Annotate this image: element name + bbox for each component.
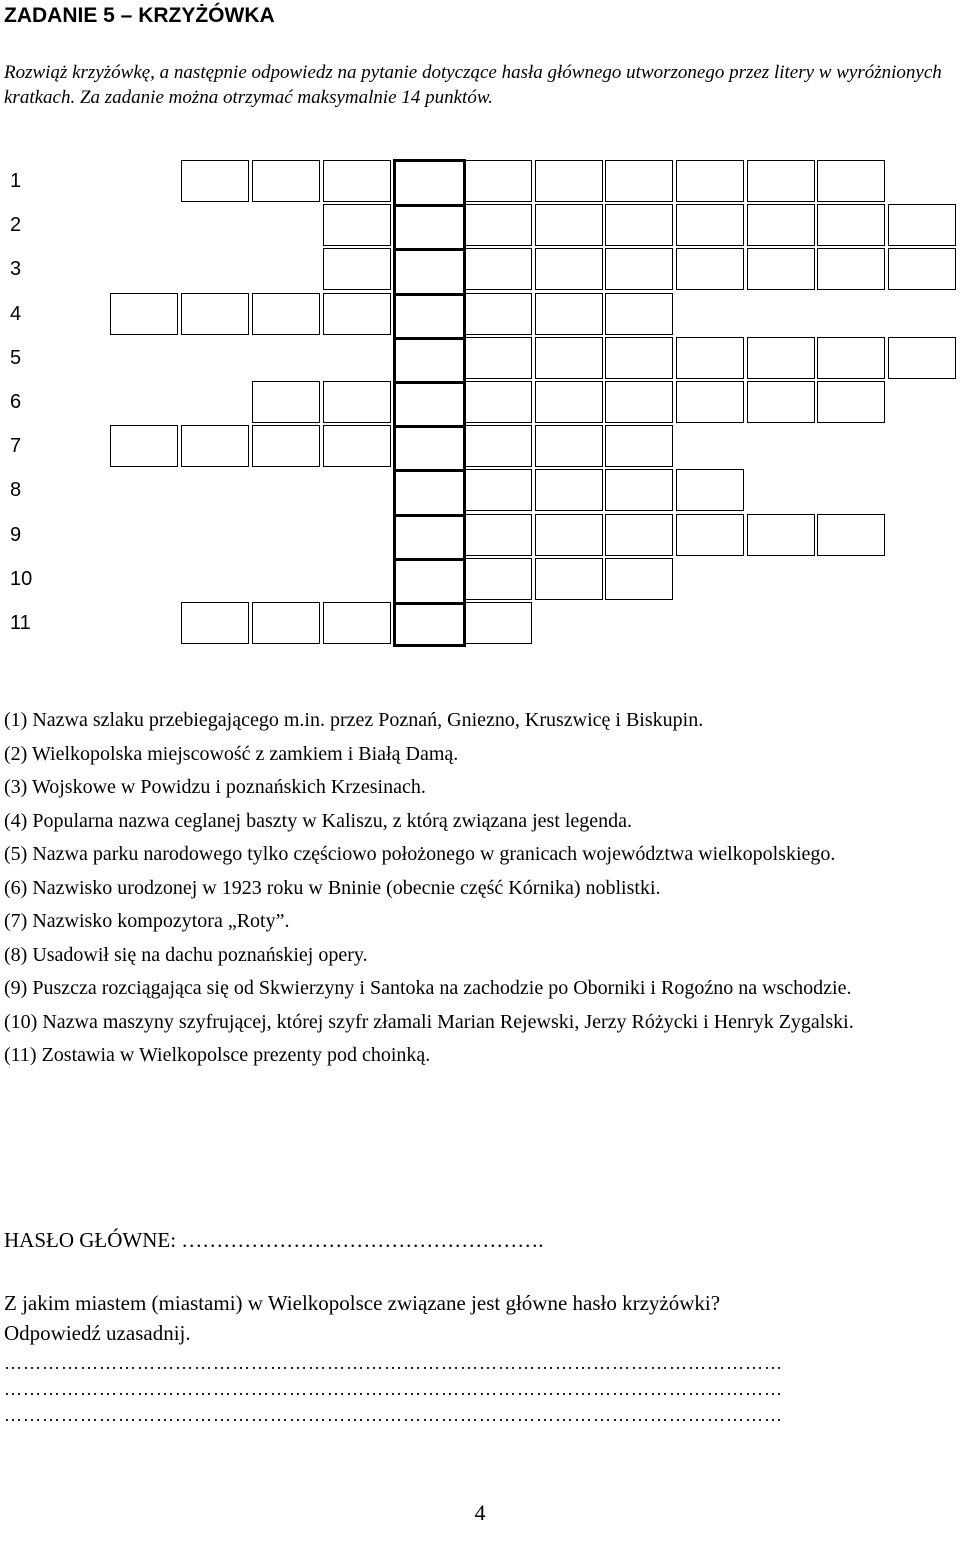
- answer-line-2[interactable]: ……………………………………………………………………………………………………………: [4, 1379, 783, 1399]
- crossword-cell[interactable]: [535, 204, 603, 246]
- crossword-cell[interactable]: [323, 602, 391, 644]
- crossword-cell[interactable]: [535, 558, 603, 600]
- clue-9: (9) Puszcza rozciągająca się od Skwierzyny i Santoka na zachodzie po Oborniki i Rogoźno na wschodzie.: [4, 977, 852, 999]
- crossword-cell[interactable]: [676, 160, 744, 202]
- answer-line-1[interactable]: ……………………………………………………………………………………………………………: [4, 1353, 783, 1373]
- clue-5: (5) Nazwa parku narodowego tylko częściowo położonego w granicach województwa wielkopolskiego.: [4, 843, 836, 865]
- crossword-cell[interactable]: [323, 293, 391, 335]
- crossword-cell[interactable]: [747, 160, 815, 202]
- crossword-cell[interactable]: [676, 337, 744, 379]
- row-number-3: 3: [10, 258, 22, 281]
- row-number-10: 10: [10, 567, 33, 590]
- row-number-11: 11: [10, 612, 31, 634]
- crossword-cell[interactable]: [535, 293, 603, 335]
- clue-10: (10) Nazwa maszyny szyfrującej, której szyfr złamali Marian Rejewski, Jerzy Różycki i Henryk Zygalski.: [4, 1010, 854, 1033]
- clue-7: (7) Nazwisko kompozytora „Roty”.: [4, 910, 290, 932]
- crossword-cell[interactable]: [605, 469, 673, 511]
- question-block: [4, 1288, 954, 1348]
- highlighted-cell-divider: [396, 425, 463, 428]
- task-instruction: Rozwiąż krzyżówkę, a następnie odpowiedz na pytanie dotyczące hasła głównego utworzonego przez litery w wyróżnionych kratkach. Za zadanie można otrzymać maksymalnie 14 punktów.: [4, 62, 942, 108]
- crossword-cell[interactable]: [676, 381, 744, 423]
- clue-8: (8) Usadowił się na dachu poznańskiej opery.: [4, 943, 368, 966]
- task-title: ZADANIE 5 – KRZYŻÓWKA: [4, 4, 275, 27]
- crossword-cell[interactable]: [464, 514, 532, 556]
- answer-area[interactable]: [4, 1350, 954, 1428]
- crossword-cell[interactable]: [747, 381, 815, 423]
- highlighted-cell-divider: [396, 337, 463, 340]
- crossword-cell[interactable]: [605, 248, 673, 290]
- crossword-cell[interactable]: [676, 514, 744, 556]
- crossword-cell[interactable]: [605, 514, 673, 556]
- crossword-cell[interactable]: [252, 381, 320, 423]
- crossword-cell[interactable]: [464, 204, 532, 246]
- crossword-cell[interactable]: [817, 514, 885, 556]
- crossword-cell[interactable]: [181, 602, 249, 644]
- crossword-cell[interactable]: [323, 160, 391, 202]
- crossword-cell[interactable]: [535, 337, 603, 379]
- crossword-cell[interactable]: [817, 160, 885, 202]
- crossword-cell[interactable]: [605, 160, 673, 202]
- clue-6: (6) Nazwisko urodzonej w 1923 roku w Bninie (obecnie część Kórnika) noblistki.: [4, 876, 661, 899]
- highlighted-cell-divider: [396, 248, 463, 251]
- crossword-cell[interactable]: [464, 425, 532, 467]
- crossword-cell[interactable]: [817, 337, 885, 379]
- crossword-cell[interactable]: [676, 469, 744, 511]
- row-number-5: 5: [10, 346, 22, 369]
- highlighted-cell-divider: [396, 469, 463, 472]
- crossword-cell[interactable]: [535, 248, 603, 290]
- crossword-cell[interactable]: [181, 160, 249, 202]
- crossword-cell[interactable]: [817, 248, 885, 290]
- crossword-cell[interactable]: [464, 337, 532, 379]
- crossword-cell[interactable]: [605, 293, 673, 335]
- crossword-cell[interactable]: [605, 558, 673, 600]
- crossword-cell[interactable]: [535, 381, 603, 423]
- crossword-cell[interactable]: [747, 204, 815, 246]
- row-number-2: 2: [10, 214, 22, 237]
- highlighted-cell-divider: [396, 514, 463, 517]
- crossword-cell[interactable]: [817, 381, 885, 423]
- crossword-cell[interactable]: [252, 293, 320, 335]
- crossword-cell[interactable]: [888, 248, 956, 290]
- crossword-cell[interactable]: [252, 425, 320, 467]
- main-password-line: HASŁO GŁÓWNE: …………………………………………….: [4, 1228, 544, 1252]
- crossword-cell[interactable]: [747, 248, 815, 290]
- crossword-cell[interactable]: [181, 293, 249, 335]
- clue-3: (3) Wojskowe w Powidzu i poznańskich Krzesinach.: [4, 776, 426, 798]
- clues-list: [4, 704, 954, 1073]
- crossword-cell[interactable]: [676, 248, 744, 290]
- crossword-cell[interactable]: [888, 337, 956, 379]
- crossword-cell[interactable]: [464, 602, 532, 644]
- row-number-7: 7: [10, 435, 22, 458]
- crossword-cell[interactable]: [181, 425, 249, 467]
- highlighted-cell-divider: [396, 293, 463, 296]
- crossword-cell[interactable]: [464, 160, 532, 202]
- crossword-cell[interactable]: [605, 425, 673, 467]
- row-number-6: 6: [10, 391, 22, 413]
- crossword-cell[interactable]: [535, 160, 603, 202]
- crossword-cell[interactable]: [605, 381, 673, 423]
- crossword-cell[interactable]: [535, 514, 603, 556]
- crossword-cell[interactable]: [110, 425, 178, 467]
- clue-11: (11) Zostawia w Wielkopolsce prezenty pod choinką.: [4, 1044, 431, 1066]
- highlighted-cell-divider: [396, 204, 463, 207]
- question-text: Z jakim miastem (miastami) w Wielkopolsce związane jest główne hasło krzyżówki?: [4, 1291, 721, 1315]
- crossword-cell[interactable]: [110, 293, 178, 335]
- crossword-cell[interactable]: [817, 204, 885, 246]
- clue-4: (4) Popularna nazwa ceglanej baszty w Kaliszu, z którą związana jest legenda.: [4, 809, 633, 832]
- row-number-9: 9: [10, 523, 22, 546]
- crossword-cell[interactable]: [252, 160, 320, 202]
- crossword-cell[interactable]: [323, 204, 391, 246]
- crossword-cell[interactable]: [464, 469, 532, 511]
- row-number-8: 8: [10, 479, 22, 502]
- row-number-4: 4: [10, 302, 22, 325]
- crossword-cell[interactable]: [888, 204, 956, 246]
- crossword-cell[interactable]: [605, 337, 673, 379]
- page-number: 4: [474, 1500, 486, 1525]
- crossword-cell[interactable]: [747, 514, 815, 556]
- crossword-cell[interactable]: [464, 293, 532, 335]
- question-instruction: Odpowiedź uzasadnij.: [4, 1321, 191, 1345]
- highlighted-cell-divider: [396, 602, 463, 605]
- highlighted-password-column: [393, 159, 466, 647]
- crossword-cell[interactable]: [676, 204, 744, 246]
- crossword-cell[interactable]: [464, 558, 532, 600]
- answer-line-3[interactable]: ……………………………………………………………………………………………………………: [4, 1405, 783, 1425]
- crossword-cell[interactable]: [605, 204, 673, 246]
- crossword-cell[interactable]: [252, 602, 320, 644]
- highlighted-cell-divider: [396, 381, 463, 384]
- crossword-cell[interactable]: [464, 381, 532, 423]
- row-number-1: 1: [10, 170, 22, 192]
- crossword-cell[interactable]: [323, 248, 391, 290]
- highlighted-cell-divider: [396, 558, 463, 561]
- clue-2: (2) Wielkopolska miejscowość z zamkiem i Białą Damą.: [4, 742, 459, 765]
- crossword-cell[interactable]: [535, 425, 603, 467]
- crossword-cell[interactable]: [323, 381, 391, 423]
- crossword-cell[interactable]: [323, 425, 391, 467]
- clue-1: (1) Nazwa szlaku przebiegającego m.in. przez Poznań, Gniezno, Kruszwicę i Biskupin.: [4, 709, 704, 731]
- crossword-cell[interactable]: [747, 337, 815, 379]
- crossword-cell[interactable]: [535, 469, 603, 511]
- crossword-cell[interactable]: [464, 248, 532, 290]
